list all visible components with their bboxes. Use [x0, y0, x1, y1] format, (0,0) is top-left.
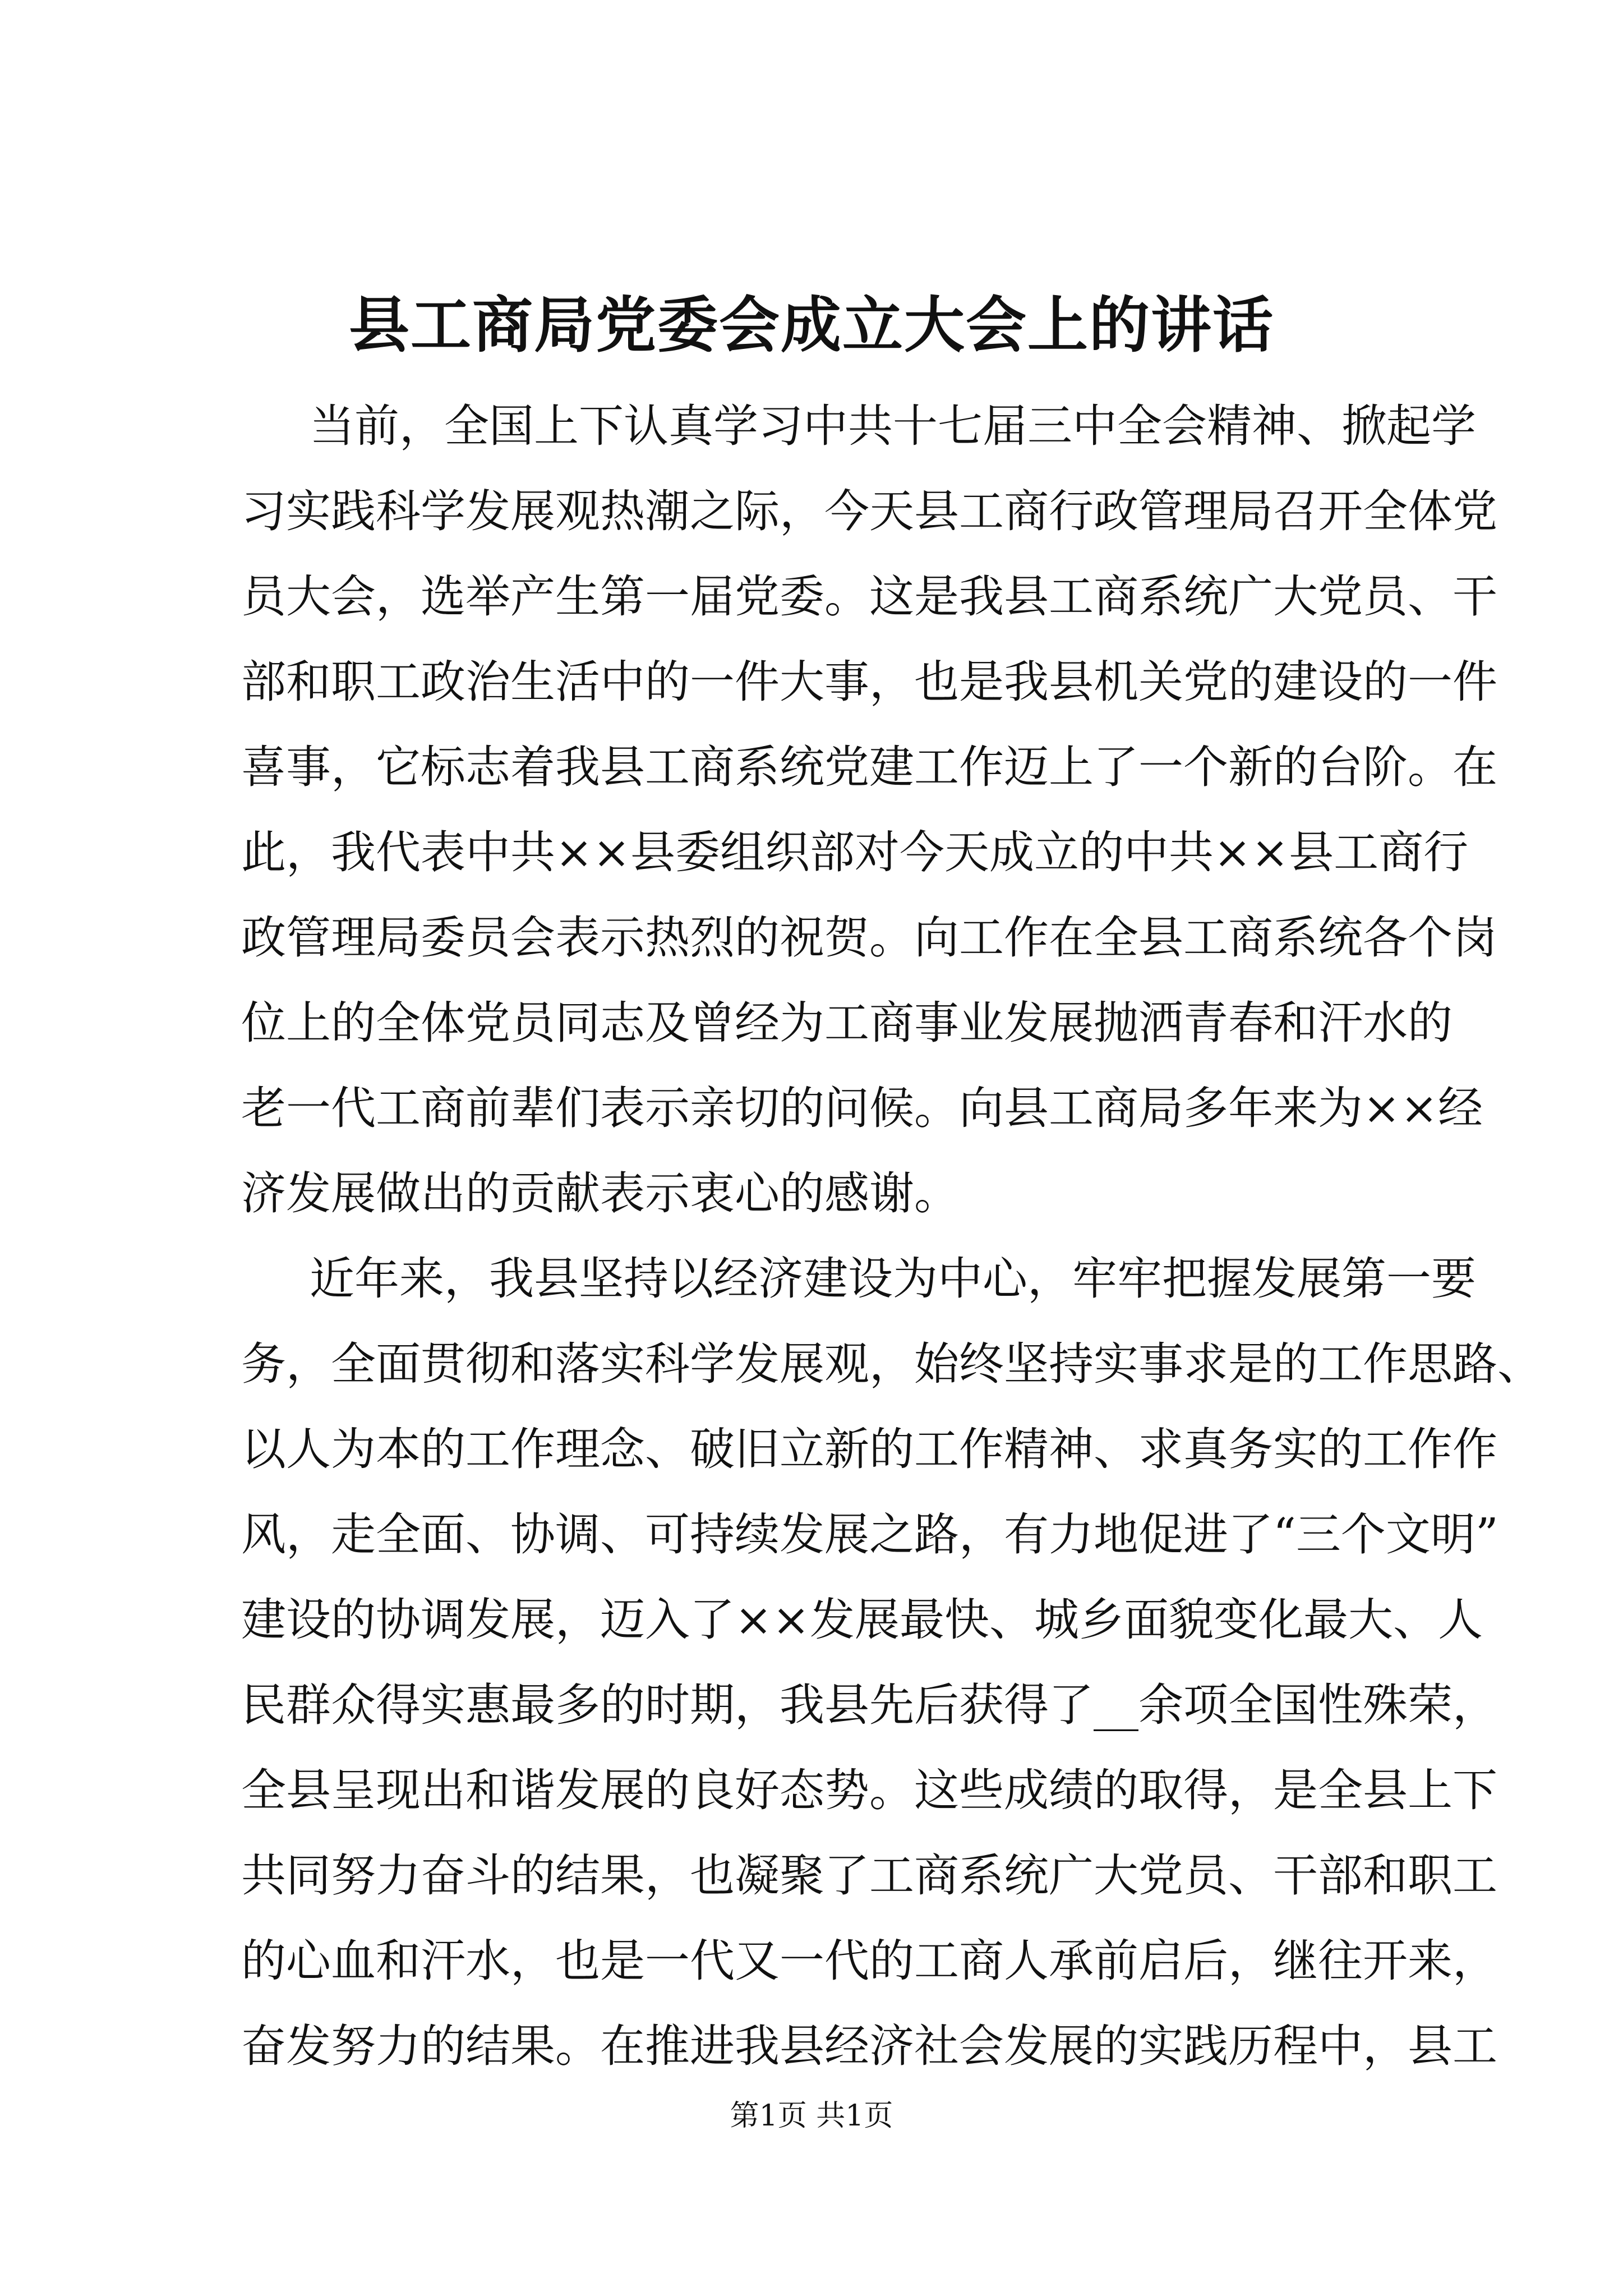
paragraph-2-line-2: 务，全面贯彻和落实科学发展观，始终坚持实事求是的工作思路、: [241, 1338, 1542, 1390]
paragraph-1-line-4: 部和职工政治生活中的一件大事，也是我县机关党的建设的一件: [241, 656, 1497, 708]
paragraph-1-line-1: 当前，全国上下认真学习中共十七届三中全会精神、掀起学: [310, 400, 1476, 452]
paragraph-1-line-7: 政管理局委员会表示热烈的祝贺。向工作在全县工商系统各个岗: [241, 912, 1497, 964]
paragraph-2-line-10: 奋发努力的结果。在推进我县经济社会发展的实践历程中，县工: [241, 2020, 1497, 2072]
paragraph-2-line-9: 的心血和汗水，也是一代又一代的工商人承前启后，继往开来，: [241, 1935, 1497, 1987]
paragraph-2-line-3: 以人为本的工作理念、破旧立新的工作精神、求真务实的工作作: [241, 1423, 1497, 1475]
paragraph-1-line-5: 喜事，它标志着我县工商系统党建工作迈上了一个新的台阶。在: [241, 741, 1497, 793]
paragraph-2-line-1: 近年来，我县坚持以经济建设为中心，牢牢把握发展第一要: [310, 1253, 1476, 1305]
paragraph-1-line-8: 位上的全体党员同志及曾经为工商事业发展抛洒青春和汗水的: [241, 997, 1453, 1049]
paragraph-2-line-5: 建设的协调发展，迈入了××发展最快、城乡面貌变化最大、人: [241, 1594, 1483, 1646]
paragraph-1-line-10: 济发展做出的贡献表示衷心的感谢。: [241, 1167, 959, 1220]
page-number-footer: 第1页 共1页: [730, 2099, 893, 2133]
paragraph-2-line-7: 全县呈现出和谐发展的良好态势。这些成绩的取得，是全县上下: [241, 1764, 1497, 1816]
paragraph-1-line-6: 此，我代表中共××县委组织部对今天成立的中共××县工商行: [241, 826, 1469, 878]
paragraph-2-line-4: 风，走全面、协调、可持续发展之路，有力地促进了“三个文明”: [241, 1508, 1498, 1561]
paragraph-2-line-8: 共同努力奋斗的结果，也凝聚了工商系统广大党员、干部和职工: [241, 1849, 1497, 1902]
paragraph-2-line-6: 民群众得实惠最多的时期，我县先后获得了__余项全国性殊荣，: [241, 1679, 1497, 1731]
paragraph-1-line-9: 老一代工商前辈们表示亲切的问候。向县工商局多年来为××经: [241, 1082, 1483, 1134]
paragraph-1-line-3: 员大会，选举产生第一届党委。这是我县工商系统广大党员、干: [241, 570, 1497, 623]
paragraph-1-line-2: 习实践科学发展观热潮之际，今天县工商行政管理局召开全体党: [241, 485, 1497, 537]
document-title: 县工商局党委会成立大会上的讲话: [348, 290, 1274, 361]
